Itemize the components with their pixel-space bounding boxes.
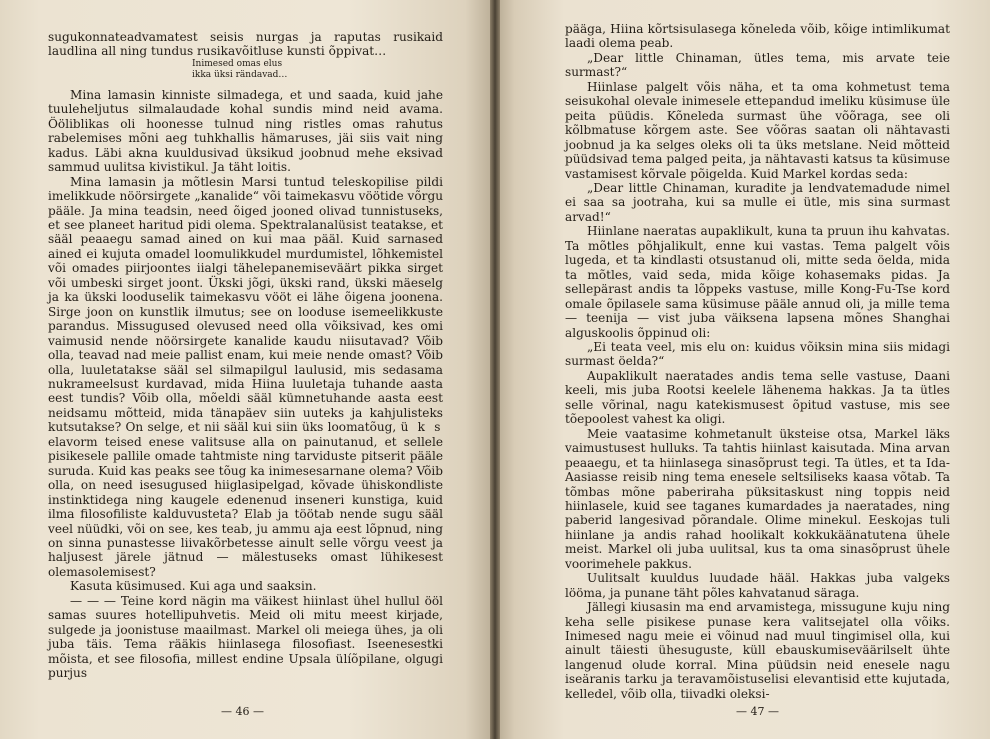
paragraph: „Dear little Chinaman, ütles tema, mis arvate teie surmast?“	[565, 50, 950, 80]
poem-line: Inimesed omas elus	[192, 58, 283, 69]
page-number: — 46 —	[221, 704, 264, 718]
paragraph: „Ei teata veel, mis elu on: kuidus võiksin mina siis midagi surmast öelda?“	[565, 339, 950, 369]
paragraph-text: Mina lamasin ja mõtlesin Marsi tuntud teleskopilise pildi imelikkude nöörsirgete „kanalide“ või taimekasvu vöötide võrgu pääle. Ja mina teadsin, need õiged jooned olivad tunnistuseks, et see planeet haritud pidi olema. Spektralanalüsist teatakse, et sääl peaaegu samad ained on kui maa pääl. Kuid sarnased ained ei kujuta omadel loomulikkudel murdumistel, lõhkemistel või omades piirjoontes iialgi tähelepanemiseväärt pikka sirget või umbeski sirget joont. Ükski jõgi, ükski rand, ükski mäeselg ja ka ükski looduselik taimekasvu vööt ei lähe õigena joonena. Sirge joon on kunstlik ilmutus; see on looduse isemeelikkuste parandus. Missugused olevused need olla võiksivad, kes omi vaimusid nende nöörsirgete kanalide kaudu niisutavad? Võib olla, teavad nad meie pallist enam, kui meie nende omast? Võib olla, luuletatakse sääl sel silmapilgul laulusid, mis sedasama nukrameelsust kurdavad, mida Hiina luuletaja tuhande aasta eest tundis? Võib olla, mõeldi sääl kümnetuhande aasta eest neidsamu mõtteid, mida tänapäev siin uuteks ja kahjulisteks kutsutakse? On selge, et nii sääl kui siin üks loomatõug,	[48, 174, 443, 435]
paragraph: pääga, Hiina kõrtsisulasega kõneleda võib, kõige intimlikumat laadi olema peab.	[565, 22, 950, 51]
paragraph-marsi	[48, 175, 443, 580]
opening-paragraph: sugukonnateadvamatest seisis nurgas ja raputas rusikaid laudlina all ning tundus rusikavõitluse kunsti õppivat…	[48, 30, 443, 59]
paragraph: Jällegi kiusasin ma end arvamistega, missugune kuju ning keha selle pisikese punase kera valitsejatel olla võiks. Inimesed nagu meie ei võinud nad muul tingimisel olla, kui ainult täiesti ühesuguste, küll ebauskumiseväärilselt ühte langenud olude korral. Mina püüdsin neid enesele nagu iseäranis tarku ja teravamõistuselisi elevantisid ette kujutada, kelledel, võib olla, tiivadki oleksi-	[565, 600, 950, 701]
paragraph: Kasuta küsimused. Kui aga und saaksin.	[70, 579, 317, 594]
paragraph-text: elavorm teised enese valitsuse alla on painutanud, et sellele pisikesele pallile omade tahtmiste ning tarviduste pitserit pääle suruda. Kuid kas peaks see tõug ka inimesesarnane olema? Võib olla, on need isesugused hiiglasipelgad, kõvade ühiskondliste instinktidega ning kaugele edenenud inseneri kunstiga, kuid ilma filosofiliste kalduvusteta? Elab ja töötab nende sugu sääl veel nüüdki, või on see, kes teab, ju ammu aja eest lõpnud, ning on sinna punastesse liivakõrbetesse ainult selle võrgu veest ja haljusest järele jätnud — mälestuseks omast lühikesest olemasolemisest?	[48, 434, 443, 579]
paragraph: — — — Teine kord nägin ma väikest hiinlast ühel hullul ööl samas suures hotellipuhvetis. Meid oli mitu meest kirjade, sulgede ja joonistuse maailmast. Markel oli meiega ühes, ja oli juba täis. Tema rääkis hiinlasega filosofiast. Iseenesestki mõista, et see filosofia, millest endine Upsala ülíõpilane, olgugi purjus	[48, 593, 443, 681]
poem-quote	[192, 59, 443, 81]
page-number: — 47 —	[736, 704, 779, 718]
book-gutter	[490, 0, 500, 739]
paragraph: Uulitsalt kuuldus luudade hääl. Hakkas juba valgeks lööma, ja punane täht põles kahvatanud säraga.	[565, 571, 950, 600]
paragraph: Hiinlane naeratas aupaklikult, kuna ta pruun ihu kahvatas. Ta mõtles põhjalikult, enne kui vastas. Tema palgelt võis lugeda, et ta kindlasti otsustanud oli, mitte seda öelda, mida ta mõtles, vaid seda, mida kõige kohasemaks pidas. Ja sellepärast andis ta lõppeks vastuse, mille Kong-Fu-Tse kord omale õpilasele sama küsimuse pääle annud oli, ja mille tema — teenija — vist juba väiksena lapsena mõnes Shanghai alguskoolis õppinud oli:	[565, 224, 950, 340]
paragraph: „Dear little Chinaman, kuradite ja lendvatemadude nimel ei saa sa jootraha, kui sa mulle ei ütle, mis sina surmast arvad!“	[565, 180, 950, 224]
paragraph: Aupaklikult naeratades andis tema selle vastuse, Daani keeli, mis juba Rootsi keelele lähenema hakkas. Ja ta ütles selle võrinal, nagu katekismusest õpitud vastuse, mis see tõepoolest vahest ka oligi.	[565, 368, 950, 427]
poem-line: ikka üksi rändavad…	[192, 69, 288, 80]
spaced-word: ü k s	[400, 420, 443, 435]
paragraph: Mina lamasin kinniste silmadega, et und saada, kuid jahe tuuleheljutus silmalaudade kohal sundis mind neid avama. Ööliblikas oli hoonesse tulnud ning ristles omas rahutus rabelemises mõni aeg tuhkhallis hämaruses, jäi siis vait ning kadus. Läbi akna kuuldusivad üksikud joobnud mehe eksivad sammud uulitsa kivistikul. Ja täht loitis.	[48, 87, 443, 175]
paragraph: Hiinlase palgelt võis näha, et ta oma kohmetust tema seisukohal olevale inimesele ettepandud imeliku küsimuse üle peita püüdis. Kõneleda surmast ühe võõraga, see oli kõlbmatuse kõrgem aste. See võõras saatan oli nähtavasti joobnud ja ka selges oleks oli ta üks metslane. Neid mõtteid püüdsivad tema palged peita, ja nähtavasti katsus ta küsimuse vastamisest kõrvale põigelda. Kuid Markel kordas seda:	[565, 79, 950, 181]
right-page	[495, 0, 990, 739]
paragraph: Meie vaatasime kohmetanult üksteise otsa, Markel läks vaimustusest hulluks. Ta tahtis hiinlast kaisutada. Mina arvan peaaegu, et ta hiinlasega sinasõprust tegi. Ta ütles, et ta Ida-Aasiasse reisib ning tema enesele seltsiliseks kaasa võtab. Ta tõmbas mõne paberiraha püksitaskust ning toppis neid hiinlasele, kuid see taganes kumardades ja naeratades, ning paberid langesivad põrandale. Olime minekul. Eeskojas tuli hiinlane ja andis rahad hoolikalt kokkukäänatutena ühele meist. Markel oli juba uulitsal, kus ta oma sinasõprust ühele voorimehele pakkus.	[565, 426, 950, 571]
